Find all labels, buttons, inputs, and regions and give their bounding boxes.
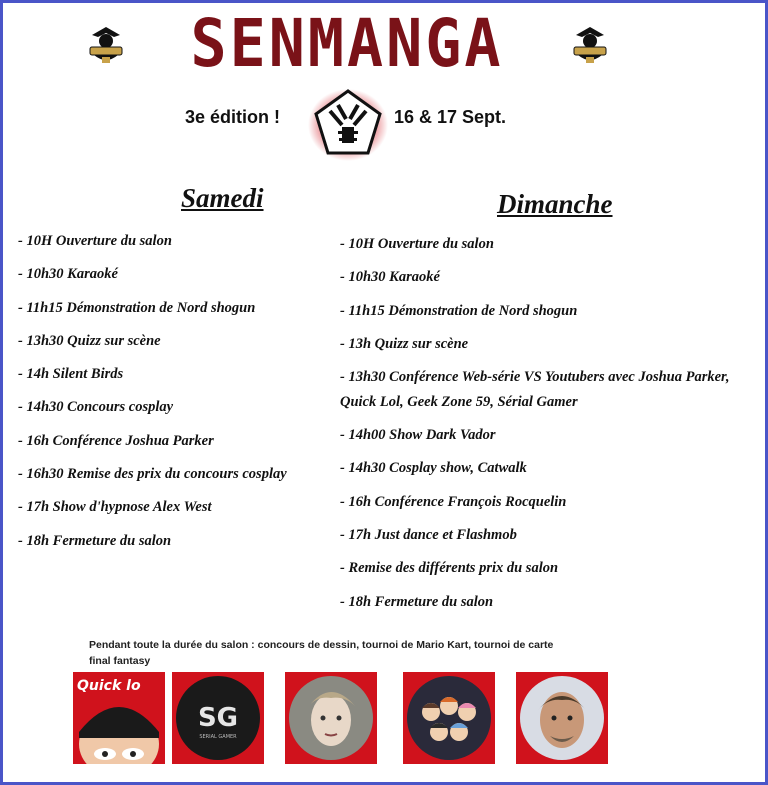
schedule-item: - 13h Quizz sur scène bbox=[340, 335, 469, 352]
schedule-item: - 16h30 Remise des prix du concours cosplay bbox=[18, 466, 287, 483]
guest-portrait-thumb bbox=[285, 672, 377, 764]
guest-thumbnails bbox=[73, 672, 633, 764]
schedule-item: - 14h Silent Birds bbox=[18, 366, 124, 383]
schedule-item: - 18h Fermeture du salon bbox=[340, 593, 494, 610]
schedule-item: - 10H Ouverture du salon bbox=[18, 233, 172, 249]
thumb-subcaption: SERIAL GAMER bbox=[199, 734, 237, 740]
thumb-caption: Quick lo bbox=[77, 678, 141, 694]
schedule-item: - 17h Just dance et Flashmob bbox=[340, 527, 517, 544]
schedule-item: - 18h Fermeture du salon bbox=[18, 532, 172, 549]
geek-zone-thumb bbox=[403, 672, 495, 764]
pentagon-shogun-emblem-icon bbox=[308, 85, 388, 161]
schedule-item: - 14h00 Show Dark Vador bbox=[340, 427, 496, 444]
edition-label: 3e édition ! bbox=[185, 107, 281, 127]
schedule-item: - 10h30 Karaoké bbox=[18, 266, 118, 283]
schedule-item: - 11h15 Démonstration de Nord shogun bbox=[340, 302, 578, 319]
poster-title: SENMANGA bbox=[190, 5, 504, 83]
guest-actor-thumb bbox=[516, 672, 608, 764]
event-dates: 16 & 17 Sept. bbox=[394, 107, 507, 127]
quick-lol-thumb bbox=[73, 672, 165, 764]
schedule-item: - 10h30 Karaoké bbox=[340, 269, 440, 286]
sunday-heading: Dimanche bbox=[497, 189, 613, 219]
footnote: Pendant toute la durée du salon : concours de dessin, tournoi de Mario Kart, tournoi de carte final fantasy bbox=[89, 639, 554, 667]
schedule-item: - 16h Conférence François Rocquelin bbox=[340, 493, 567, 510]
schedule-item: - Remise des différents prix du salon bbox=[340, 560, 559, 577]
thumb-caption: SG bbox=[197, 703, 239, 733]
schedule-item: - 14h30 Cosplay show, Catwalk bbox=[340, 460, 527, 477]
sunday-schedule bbox=[340, 234, 760, 625]
helmet-badge-icon bbox=[568, 23, 612, 67]
schedule-item: - 10H Ouverture du salon bbox=[340, 236, 494, 252]
saturday-heading: Samedi bbox=[181, 183, 264, 213]
schedule-item: - 13h30 Quizz sur scène bbox=[18, 332, 161, 349]
saturday-schedule bbox=[18, 231, 338, 564]
schedule-item: - 16h Conférence Joshua Parker bbox=[18, 432, 214, 449]
helmet-badge-icon bbox=[84, 23, 128, 67]
schedule-item: - 17h Show d'hypnose Alex West bbox=[18, 499, 212, 516]
schedule-item: - 11h15 Démonstration de Nord shogun bbox=[18, 299, 256, 316]
serial-gamer-thumb bbox=[172, 672, 264, 764]
schedule-item: - 14h30 Concours cosplay bbox=[18, 399, 174, 416]
schedule-item: - 13h30 Conférence Web-série VS Youtubers avec Joshua Parker, Quick Lol, Geek Zone 59, Sérial Gamer bbox=[340, 369, 730, 411]
